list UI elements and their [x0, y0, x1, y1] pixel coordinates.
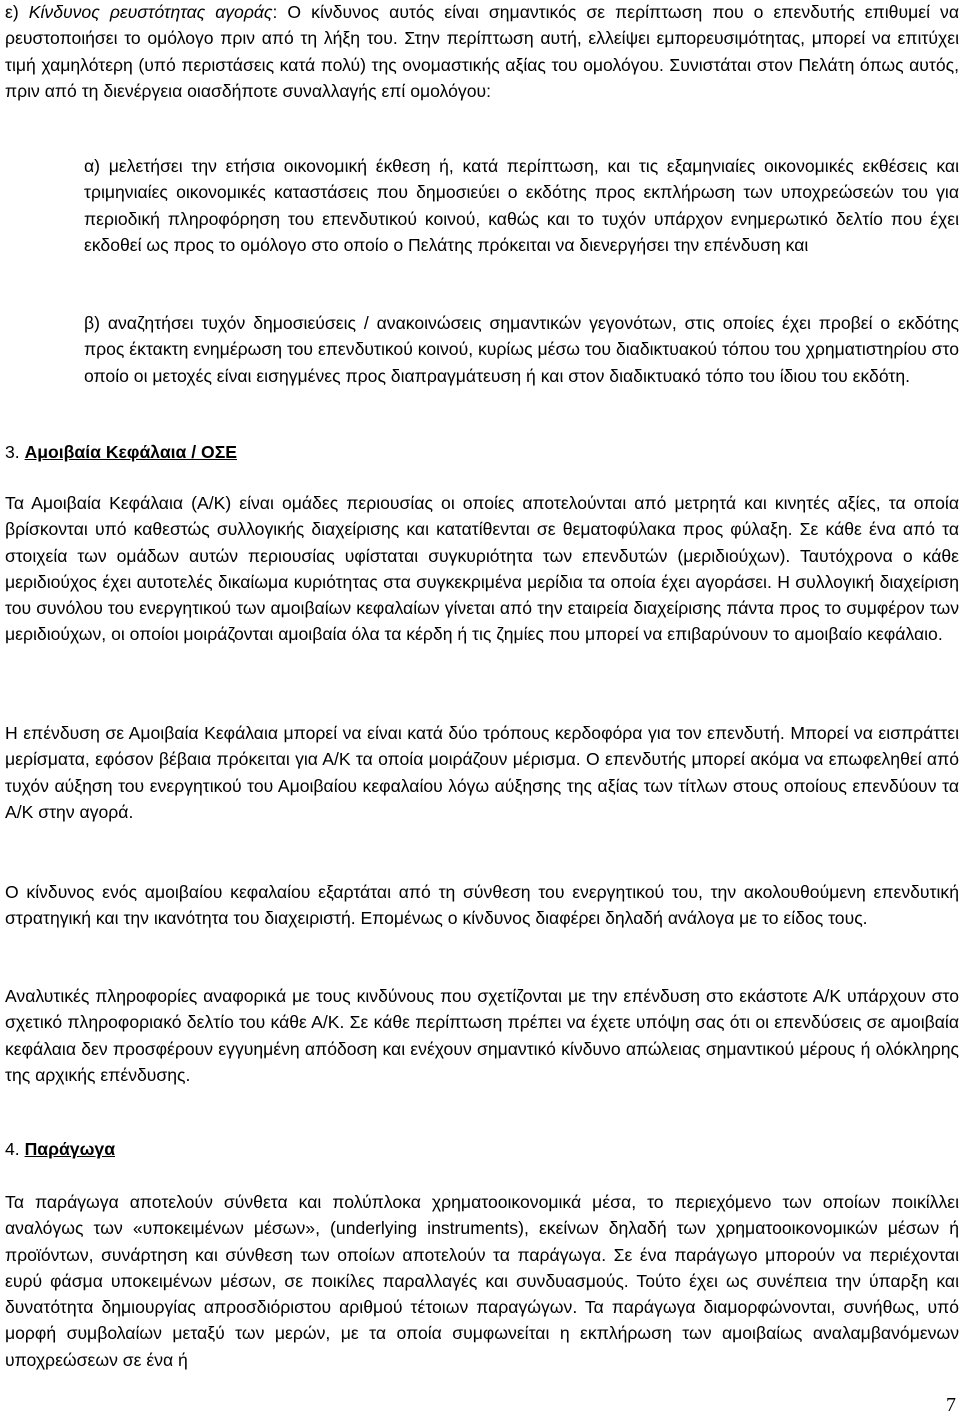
section-e-term: Κίνδυνος ρευστότητας αγοράς	[28, 2, 273, 22]
section-3-title: Αμοιβαία Κεφάλαια / ΟΣΕ	[24, 442, 238, 462]
section-3-paragraph-2: Η επένδυση σε Αμοιβαία Κεφάλαια μπορεί να είναι κατά δύο τρόπους κερδοφόρα για τον επενδυτή. Μπορεί να εισπράττει μερίσματα, εφόσον βέβαια πρόκειται για Α/Κ τα οποία μοιράζουν μέρισμα. Ο επενδυτής μπορεί ακόμα να επωφεληθεί από τυχόν αύξηση του ενεργητικού του Αμοιβαίου κεφαλαίου λόγω αύξησης της αξίας των τίτλων στους οποίους επενδύουν τα Α/Κ στην αγορά.	[5, 723, 959, 822]
section-3-paragraph-1: Τα Αμοιβαία Κεφάλαια (Α/Κ) είναι ομάδες περιουσίας οι οποίες αποτελούνται από μετρητά και κινητές αξίες, τα οποία βρίσκονται υπό καθεστώς συλλογικής διαχείρισης και κατατίθενται σε θεματοφύλακα προς φύλαξη. Σε κάθε ένα από τα στοιχεία των ομάδων αυτών περιουσίας υφίσταται συγκυριότητα των επενδυτών (μεριδιούχων). Ταυτόχρονα ο κάθε μεριδιούχος έχει αυτοτελές δικαίωμα κυριότητας στα συγκεκριμένα μερίδια τα οποία έχει αγοράσει. Η συλλογική διαχείριση του συνόλου του ενεργητικού των αμοιβαίων κεφαλαίων γίνεται από την εταιρεία διαχείρισης πάντα προς το συμφέρον των μεριδιούχων, οι οποίοι μοιράζονται αμοιβαία όλα τα κέρδη ή τις ζημίες που μπορεί να επιβαρύνουν το αμοιβαίο κεφάλαιο.	[5, 493, 959, 645]
section-4-title: Παράγωγα	[24, 1139, 116, 1159]
section-3-number: 3.	[5, 442, 25, 462]
section-4-paragraph-1: Τα παράγωγα αποτελούν σύνθετα και πολύπλοκα χρηματοοικονομικά μέσα, το περιεχόμενο των οποίων ποικίλλει αναλόγως των «υποκειμένων μέσων», (underlying instruments), εκείνων δηλαδή των χρηματοοικονομικών μέσων ή προϊόντων, συνάρτηση και σύνθεση των οποίων αποτελούν τα παράγωγα. Σε ένα παράγωγο μπορούν να περιέχονται ευρύ φάσμα υποκειμένων μέσων, σε ποικίλες παραλλαγές και συνδυασμούς. Τούτο έχει ως συνέπεια την ύπαρξη και δυνατότητα δημιουργίας απροσδιόριστου αριθμού τέτοιων παραγώγων. Τα παράγωγα διαμορφώνονται, συνήθως, υπό μορφή συμβολαίων μεταξύ των μερών, με τα οποία συμφωνείται η εκπλήρωση των αμοιβαίως αναλαμβανόμενων υποχρεώσεων σε ένα ή	[5, 1192, 959, 1370]
section-3-paragraph-4: Αναλυτικές πληροφορίες αναφορικά με τους κινδύνους που σχετίζονται με την επένδυση στο εκάστοτε Α/Κ υπάρχουν στο σχετικό πληροφοριακό δελτίο του κάθε Α/Κ. Σε κάθε περίπτωση πρέπει να έχετε υπόψη σας ότι οι επενδύσεις σε αμοιβαία κεφάλαια δεν προσφέρουν εγγυημένη απόδοση και ενέχουν σημαντικό κίνδυνο απώλειας σημαντικού μέρους ή ολόκληρης της αρχικής επένδυσης.	[5, 986, 959, 1085]
section-4-heading	[5, 1136, 115, 1162]
section-4-number: 4.	[5, 1139, 25, 1159]
list-item-b: β) αναζητήσει τυχόν δημοσιεύσεις / ανακοινώσεις σημαντικών γεγονότων, στις οποίες έχει προβεί ο εκδότης προς έκτακτη ενημέρωση του επενδυτικού κοινού, κυρίως μέσω του διαδικτυακού τόπου του χρηματιστηρίου στο οποίο οι μετοχές είναι εισηγμένες προς διαπραγμάτευση ή και στον διαδικτυακό τόπο του ίδιου του εκδότη.	[84, 313, 959, 386]
section-3-heading	[5, 439, 237, 465]
section-3-paragraph-3: Ο κίνδυνος ενός αμοιβαίου κεφαλαίου εξαρτάται από τη σύνθεση του ενεργητικού του, την ακολουθούμενη επενδυτική στρατηγική και την ικανότητα του διαχειριστή. Επομένως ο κίνδυνος διαφέρει δηλαδή ανάλογα με το είδος τους.	[5, 882, 959, 929]
section-e-paragraph	[5, 0, 959, 104]
page-number: 7	[946, 1394, 956, 1416]
list-item-a: α) μελετήσει την ετήσια οικονομική έκθεση ή, κατά περίπτωση, και τις εξαμηνιαίες οικονομικές εκθέσεις και τριμηνιαίες οικονομικές καταστάσεις που δημοσιεύει ο εκδότης προς εκπλήρωση των υποχρεώσεών του για περιοδική πληροφόρηση του επενδυτικού κοινού, καθώς και το τυχόν υπάρχον ενημερωτικό δελτίο που έχει εκδοθεί ως προς το ομόλογο στο οποίο ο Πελάτης πρόκειται να διενεργήσει την επένδυση και	[84, 156, 959, 255]
section-e-label: ε)	[5, 2, 29, 22]
section-e-text: : Ο κίνδυνος αυτός είναι σημαντικός σε περίπτωση που ο επενδυτής επιθυμεί να ρευστοποιήσει το ομόλογο πριν από τη λήξη του. Στην περίπτωση αυτή, ελλείψει εμπορευσιμότητας, μπορεί να επιτύχει τιμή χαμηλότερη (υπό περιστάσεις κατά πολύ) της ονομαστικής αξίας του ομολόγου. Συνιστάται στον Πελάτη όπως αυτός, πριν από τη διενέργεια οιασδήποτε συναλλαγής επί ομολόγου:	[5, 2, 959, 101]
